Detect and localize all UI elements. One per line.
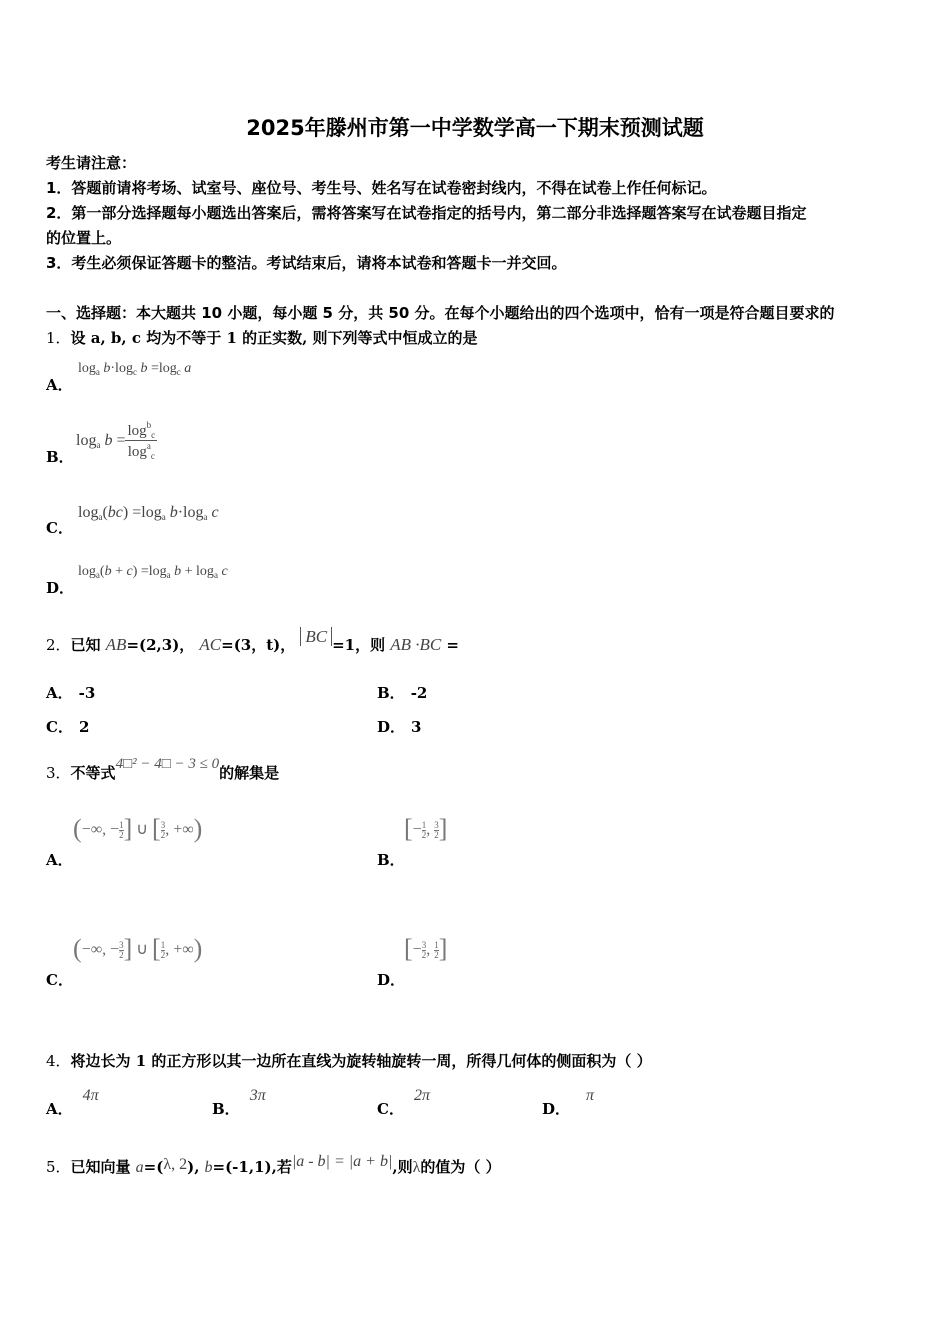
q1-option-c-formula: $\log_a(bc) =\log_a$ $b\cdot\log_a$ c [78, 504, 219, 522]
q3-option-b-formula: [− $\frac{1}{2}$ , $\frac{3}{2}$ ] [404, 814, 448, 843]
q3-option-c-label: C． [46, 971, 73, 989]
q3-option-b-label: B． [377, 851, 405, 869]
q2-option-a: A． -3 [46, 684, 96, 702]
dot-product: AB ·BC [390, 635, 442, 654]
q2-option-d: D． 3 [377, 718, 422, 736]
lambda-symbol: λ [412, 1159, 421, 1176]
q2-option-b: B． -2 [377, 684, 428, 702]
notice-item-2: 2．第一部分选择题每小题选出答案后，需将答案写在试卷指定的括号内，第二部分非选择题答案写在试卷题目指定 [46, 204, 807, 222]
question-number: 5． [46, 1158, 71, 1176]
question-text: 将边长为 1 的正方形以其一边所在直线为旋转轴旋转一周，所得几何体的侧面积为（ ） [70, 1052, 652, 1070]
vector-a: a [135, 1159, 144, 1176]
q3-option-a-label: A． [46, 851, 73, 869]
q5-text-1: 已知向量 [70, 1158, 131, 1176]
q1-option-b-formula: $\log_a b$ = $\frac{\log^b_c}{\log^a_c}$ [76, 420, 156, 461]
question-text: 设 a, b, c 均为不等于 1 的正实数, 则下列等式中恒成立的是 [70, 329, 478, 347]
q1-option-d-label: D． [46, 579, 75, 597]
q1-option-c-label: C． [46, 519, 73, 537]
question-3 [46, 756, 280, 783]
vector-ac: AC [199, 635, 222, 654]
q5-text-3: ), [187, 1158, 200, 1176]
question-5 [46, 1153, 501, 1177]
vector-a-components: λ, 2 [163, 1156, 188, 1173]
q3-option-d-formula: [− $\frac{3}{2}$ , $\frac{1}{2}$ ] [404, 934, 448, 963]
q4-option-b: B．3π [212, 1087, 266, 1118]
q4-option-d: D．π [542, 1087, 595, 1118]
question-2 [46, 627, 459, 655]
q3-text-2: 的解集是 [219, 764, 280, 782]
section-heading: 一、选择题：本大题共 10 小题，每小题 5 分，共 50 分。在每个小题给出的四个选项中，恰有一项是符合题目要求的 [46, 304, 835, 322]
q2-text-3: =(3，t)， [221, 636, 296, 654]
notice-item-3: 3．考生必须保证答题卡的整洁。考试结束后，请将本试卷和答题卡一并交回。 [46, 254, 567, 272]
q2-text-2: =(2,3)， [126, 636, 195, 654]
q4-option-c: C．2π [377, 1087, 430, 1118]
notice-item-2-cont: 的位置上。 [46, 229, 122, 247]
q3-text-1: 不等式 [70, 764, 116, 782]
q5-text-6: 的值为（ ） [420, 1158, 501, 1176]
page-title: 2025年滕州市第一中学数学高一下期末预测试题 [246, 116, 704, 140]
question-1 [46, 327, 478, 348]
q3-option-a-formula: (−∞, − $\frac{1}{2}$ ] ∪ [ $\frac{3}{2}$ , +∞) [73, 814, 203, 843]
q3-option-d-label: D． [377, 971, 406, 989]
notice-item-1: 1．答题前请将考场、试室号、座位号、考生号、姓名写在试卷密封线内，不得在试卷上作任何标记。 [46, 179, 717, 197]
q3-option-c-formula: (−∞, − $\frac{3}{2}$ ] ∪ [ $\frac{1}{2}$ , +∞) [73, 934, 203, 963]
question-number: 3． [46, 764, 71, 782]
q2-text-5: = [441, 636, 459, 654]
q1-option-b-label: B． [46, 448, 74, 466]
notice-heading: 考生请注意： [46, 154, 137, 172]
q2-text-1: 已知 [70, 636, 101, 654]
q5-text-2: =( [143, 1158, 164, 1176]
q1-option-a-label: A． [46, 376, 73, 394]
norm-equation: |a - b| = |a + b| [291, 1153, 393, 1170]
q1-option-a-formula: $\log_a b\cdot\log_c$ $b =\log_c$ a [78, 361, 192, 377]
inequality: 4□² − 4□ − 3 ≤ 0 [115, 756, 220, 772]
vector-ab: AB [105, 635, 127, 654]
q4-option-a: A．4π [46, 1087, 99, 1118]
q5-text-5: ,则 [392, 1158, 413, 1176]
q2-text-4: =1，则 [332, 636, 386, 654]
vector-bc-norm: BC [300, 627, 332, 646]
q5-text-4: =(-1,1),若 [212, 1158, 292, 1176]
question-4 [46, 1050, 652, 1071]
vector-b: b [204, 1159, 213, 1176]
q2-option-c: C． 2 [46, 718, 90, 736]
q1-option-d-formula: $\log_a(b + c) =\log_a$ $b + \log_a c$ [78, 564, 228, 580]
question-number: 1． [46, 329, 71, 347]
question-number: 2． [46, 636, 71, 654]
question-number: 4． [46, 1052, 71, 1070]
